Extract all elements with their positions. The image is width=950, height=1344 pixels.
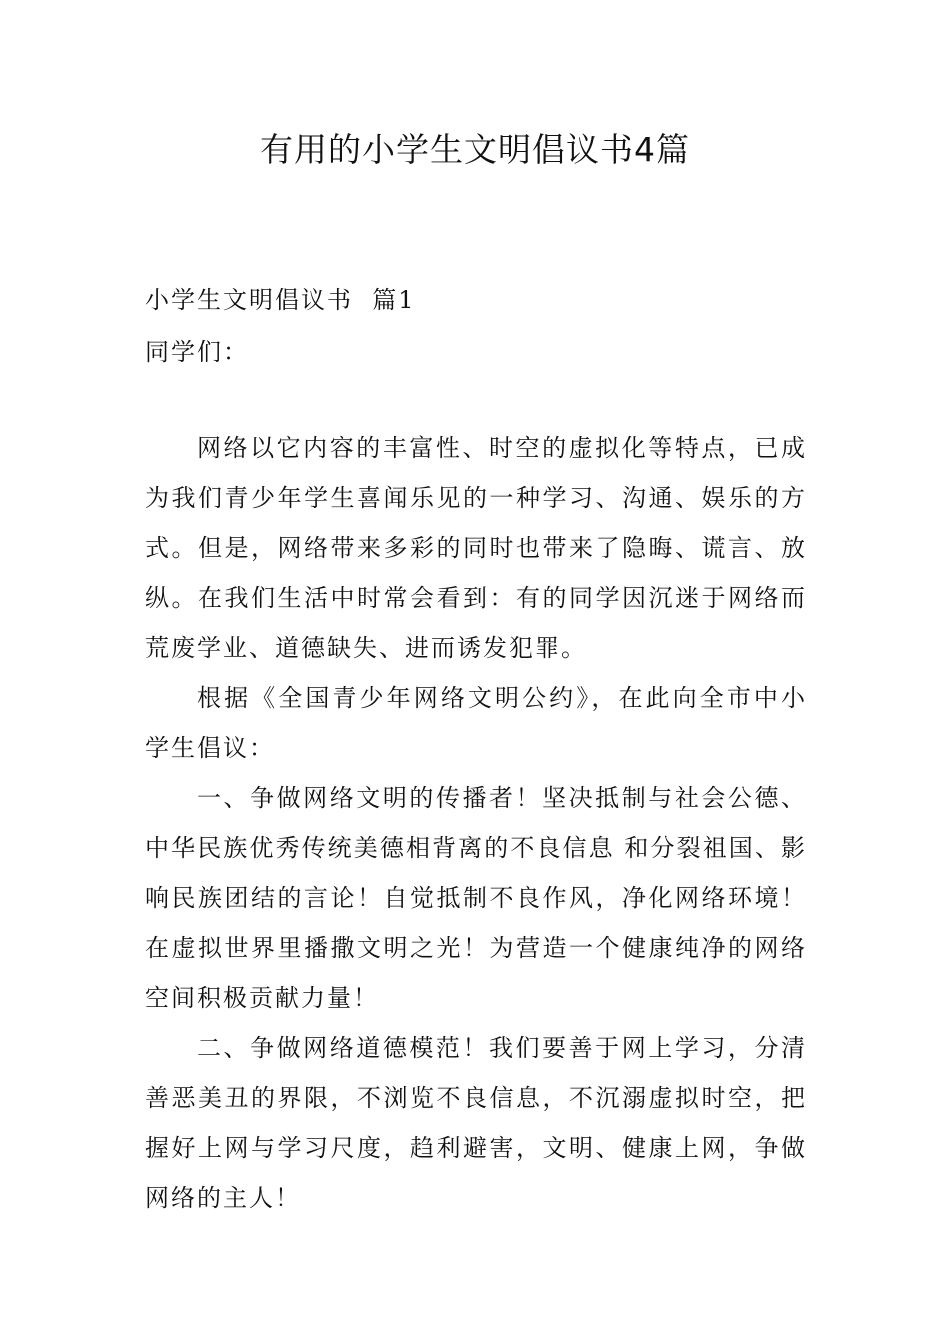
salutation: 同学们：: [145, 338, 249, 366]
paragraph-point-one: 一、争做网络文明的传播者！坚决抵制与社会公德、中华民族优秀传统美德相背离的不良信息 和分裂祖国、影响民族团结的言论！自觉抵制不良作风，净化网络环境！在虚拟世界里播撒文明之光！为营造一个健康纯净的网络空间积极贡献力量！: [145, 784, 807, 1012]
section-heading: 小学生文明倡议书 篇1: [145, 286, 416, 314]
paragraph-proposal: 根据《全国青少年网络文明公约》，在此向全市中小学生倡议：: [145, 684, 807, 762]
paragraph-point-two: 二、争做网络道德模范！我们要善于网上学习，分清善恶美丑的界限，不浏览不良信息，不沉溺虚拟时空，把握好上网与学习尺度，趋利避害，文明、健康上网，争做网络的主人！: [145, 1034, 807, 1212]
paragraph-intro: 网络以它内容的丰富性、时空的虚拟化等特点，已成为我们青少年学生喜闻乐见的一种学习、沟通、娱乐的方式。但是，网络带来多彩的同时也带来了隐晦、谎言、放纵。在我们生活中时常会看到：有的同学因沉迷于网络而荒废学业、道德缺失、进而诱发犯罪。: [145, 434, 807, 662]
document-title: 有用的小学生文明倡议书4篇: [260, 130, 690, 169]
